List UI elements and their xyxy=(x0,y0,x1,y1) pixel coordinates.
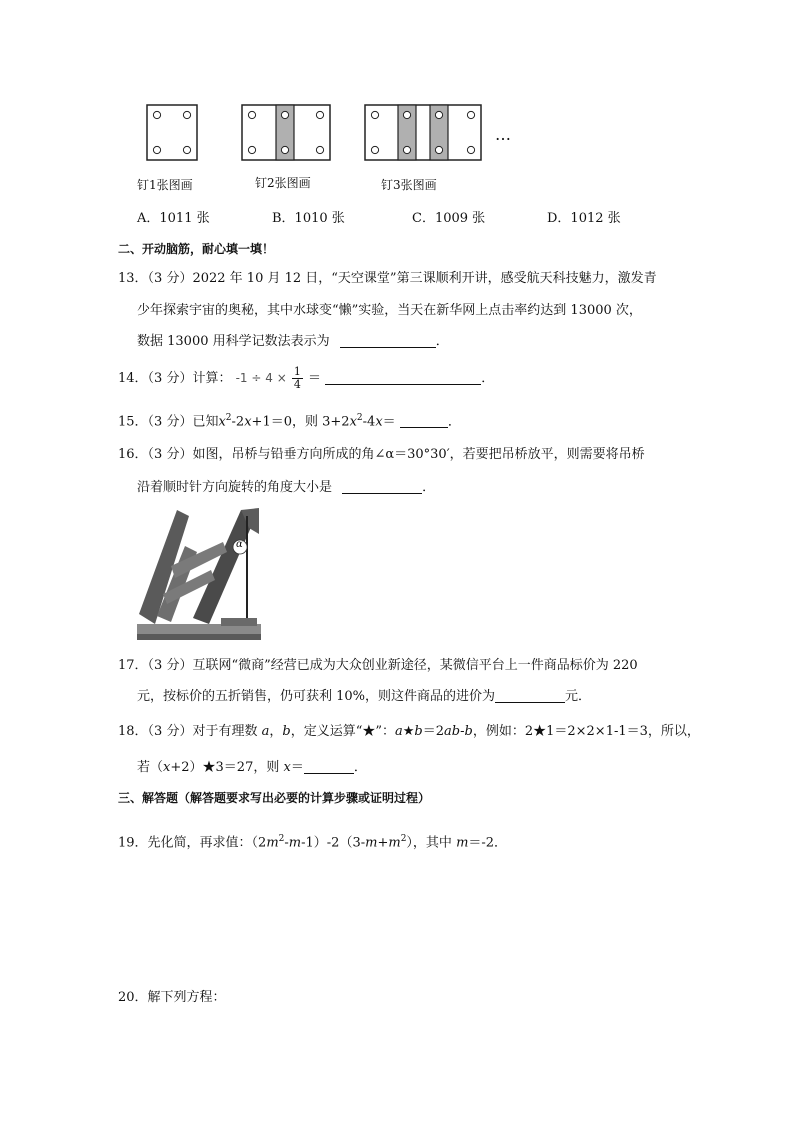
q14-prefix: 14．（3 分）计算： xyxy=(118,371,232,386)
q18-part: ＝ xyxy=(290,760,304,775)
q15-prefix: 15．（3 分）已知 xyxy=(118,414,219,430)
q18-var: x xyxy=(163,760,171,775)
q18-line-1 xyxy=(118,723,700,741)
q18-var: b xyxy=(464,724,473,739)
option-b: B．1010 张 xyxy=(272,211,345,226)
q17-line-2-text: 元，按标价的五折销售，仍可获利 10%，则这件商品的进价为 xyxy=(137,689,496,704)
q18-part: 若（ xyxy=(137,760,164,775)
q16-line-2-text: 沿着顺时针方向旋转的角度大小是 xyxy=(137,480,333,495)
q14-fraction xyxy=(292,366,303,391)
q18-part: ，定义运算“★”： xyxy=(290,724,395,739)
q15-part: ＝ xyxy=(382,414,396,430)
nailed-pictures-figure xyxy=(140,100,520,166)
q19-part: - xyxy=(284,835,289,851)
figure-row xyxy=(0,0,794,200)
q19-part: ），其中 xyxy=(406,835,457,851)
q15-var: x xyxy=(375,414,383,430)
q16-line-1: 16．（3 分）如图，吊桥与铅垂方向所成的角∠α＝30°30′，若要把吊桥放平，则需要将吊桥 xyxy=(118,447,645,462)
q18-line-2: 若（x+2）★3＝27，则 x＝ ． xyxy=(137,760,367,775)
q14-fraction-denominator: 4 xyxy=(293,378,301,391)
q17-unit: 元． xyxy=(565,689,592,704)
figure-caption-1: 钉1张图画 xyxy=(137,178,193,192)
q16-answer-blank[interactable] xyxy=(342,479,422,494)
q19-line xyxy=(118,830,507,852)
q19-part: -1）-2（3- xyxy=(301,835,366,851)
q18-part: ＝2 xyxy=(422,724,445,739)
q20-line: 20．解下列方程： xyxy=(118,990,226,1005)
q19-var: m xyxy=(456,835,469,851)
option-d: D．1012 张 xyxy=(547,211,621,226)
q19-var: m xyxy=(388,835,401,851)
q16-line-2: 沿着顺时针方向旋转的角度大小是 ． xyxy=(137,480,436,495)
q19-var: m xyxy=(266,835,279,851)
q18-var: a xyxy=(261,724,270,739)
q19-exp: 2 xyxy=(400,834,407,844)
q15-part: +1＝0，则 3+2 xyxy=(251,414,350,430)
q15-var: x xyxy=(349,414,357,430)
q15-part: -2 xyxy=(231,414,245,430)
option-a: A．1011 张 xyxy=(137,211,210,226)
q19-part: + xyxy=(377,835,389,851)
q18-var: a xyxy=(394,724,403,739)
q18-star: ★ xyxy=(402,724,415,739)
q18-part: +2）★3＝27，则 xyxy=(170,760,284,775)
q17-line-1: 17．（3 分）互联网“微商”经营已成为大众创业新途径，某微信平台上一件商品标价为 220 xyxy=(118,658,638,673)
figure-ellipsis: … xyxy=(495,125,511,144)
q15-exp: 2 xyxy=(356,413,363,423)
q18-answer-blank[interactable] xyxy=(304,759,354,774)
figure-caption-3: 钉3张图画 xyxy=(381,178,437,192)
q13-answer-blank[interactable] xyxy=(340,333,436,348)
q14-equals: ＝ xyxy=(308,371,322,386)
q19-part: ＝-2． xyxy=(468,835,508,851)
q13-line-2: 少年探索宇宙的奥秘，其中水球变“懒”实验，当天在新华网上点击率约达到 13000 次， xyxy=(137,303,642,318)
q19-exp: 2 xyxy=(278,834,285,844)
q13-line-3: 数据 13000 用科学记数法表示为 ． xyxy=(137,334,449,349)
q14-fraction-numerator: 1 xyxy=(293,365,301,378)
q14-answer-blank[interactable] xyxy=(325,370,481,385)
q18-var: b xyxy=(414,724,423,739)
q15-line: 15．（3 分）已知$x^2-2x+1=0$，则 $3+2x^2-4x=$ ． xyxy=(118,413,461,430)
q19-part: 19．先化简，再求值：（2 xyxy=(118,835,267,851)
q18-var: b xyxy=(282,724,291,739)
figure-caption-2: 钉2张图画 xyxy=(255,176,311,190)
q18-var: ab xyxy=(444,724,461,739)
q18-example: ，例如：2★1＝2×2×1-1＝3，所以， xyxy=(472,724,700,739)
q15-part: -4 xyxy=(362,414,376,430)
q18-part: - xyxy=(460,724,465,739)
option-c: C．1009 张 xyxy=(412,211,486,226)
drawbridge-figure xyxy=(137,506,261,640)
alpha-label: α xyxy=(236,539,243,550)
section-2-title: 二、开动脑筋，耐心填一填！ xyxy=(118,242,275,256)
q14-line: 14．（3 分）计算： -1 ÷ 4 × $\frac{1}{4}$ ＝ ． xyxy=(118,365,495,391)
q13-line-3-text: 数据 13000 用科学记数法表示为 xyxy=(137,334,330,349)
q19-var: m xyxy=(365,835,378,851)
q15-exp: 2 xyxy=(225,413,232,423)
q17-line-2 xyxy=(137,688,591,706)
q18-part: ， xyxy=(269,724,283,739)
q19-var: m xyxy=(288,835,302,851)
q15-answer-blank[interactable] xyxy=(400,413,448,428)
q14-expression: -1 ÷ 4 × xyxy=(235,371,287,385)
section-3-title: 三、解答题（解答题要求写出必要的计算步骤或证明过程） xyxy=(118,791,431,805)
q17-answer-blank[interactable] xyxy=(495,688,565,703)
q15-var: x xyxy=(244,414,252,430)
q13-line-1: 13．（3 分）2022 年 10 月 12 日，“天空课堂”第三课顺利开讲，感受航天科技魅力，激发青 xyxy=(118,271,657,286)
q18-part: 18．（3 分）对于有理数 xyxy=(118,724,262,739)
q15-var: x xyxy=(218,414,226,430)
q18-var: x xyxy=(283,760,291,775)
